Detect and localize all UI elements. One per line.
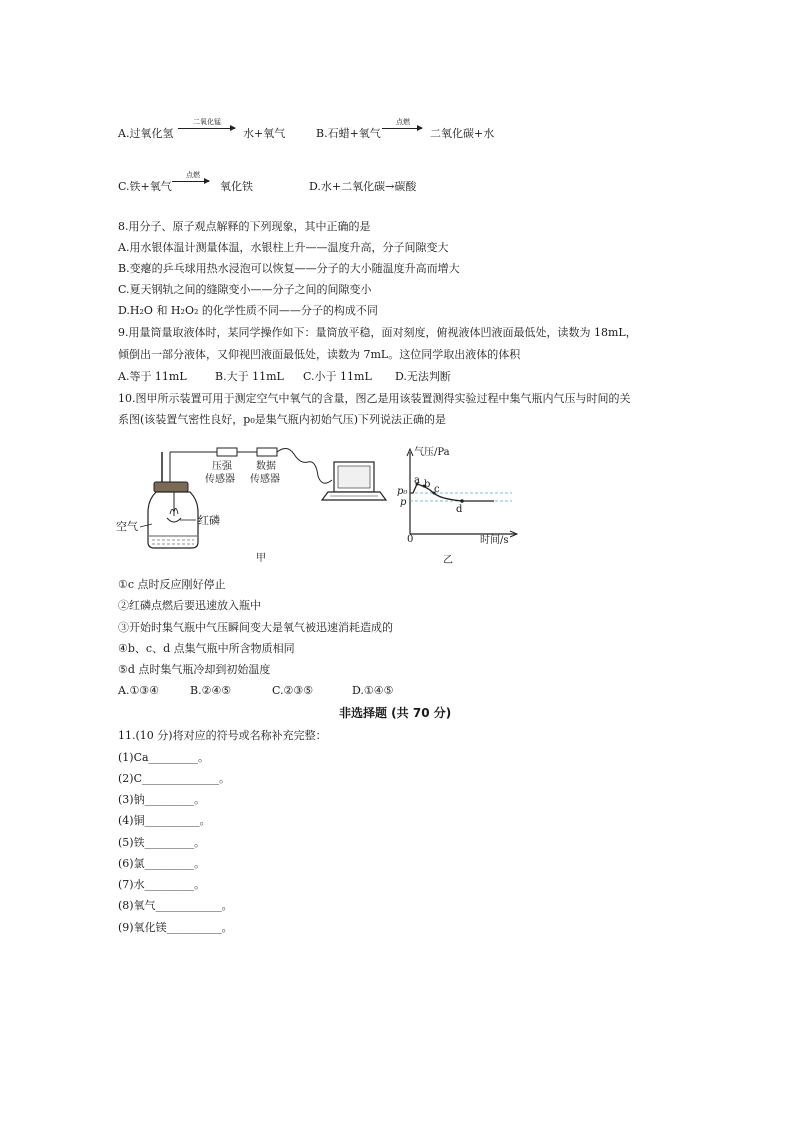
q10-option-b: B.②④⑤ [190,684,232,697]
q10-statement-2: ②红磷点燃后要迅速放入瓶中 [118,599,261,612]
q7-option-c-left: C.铁+氧气 [118,180,172,193]
q7-option-c-arrow [172,181,209,182]
fig-jia-sensor1-label2: 传感器 [205,474,235,485]
fig-jia-air-label: 空气 [116,520,138,533]
fig-yi-caption: 乙 [443,555,453,566]
q7-option-c-right: 氧化铁 [220,180,253,193]
q9-line1: 9.用量筒量取液体时，某同学操作如下：量筒放平稳，面对刻度，俯视液体凹液面最低处，读数为 18mL， [118,326,637,339]
fig-yi-point-a-label: a [414,475,420,486]
q7-option-b-condition: 点燃 [396,118,410,126]
q10-statement-5: ⑤d 点时集气瓶冷却到初始温度 [118,663,271,676]
fig-jia-sensor2-label2: 传感器 [250,474,280,485]
q7-option-d: D.水+二氧化碳→碳酸 [309,180,417,193]
section-title: 非选择题 (共 70 分) [339,706,452,720]
q11-item: (3)钠_________。 [118,793,206,806]
data-sensor-icon [257,448,277,456]
q8-stem: 8.用分子、原子观点解释的下列现象，其中正确的是 [118,220,371,233]
q10-statement-4: ④b、c、d 点集气瓶中所含物质相同 [118,642,295,655]
fig-yi-origin: 0 [407,534,414,545]
q7-option-a-condition: 二氧化锰 [193,118,221,126]
q11-item: (8)氧气____________。 [118,899,233,912]
cable-icon [277,448,332,483]
q8-option-c: C.夏天钢轨之间的缝隙变小——分子之间的间隙变小 [118,283,372,296]
fig-jia-caption: 甲 [256,553,266,564]
q10-line2: 系图(该装置气密性良好，p₀是集气瓶内初始气压)下列说法正确的是 [118,413,447,426]
q7-option-b-arrow [382,128,422,129]
q10-statement-1: ①c 点时反应刚好停止 [118,578,226,591]
stopper-icon [154,482,188,492]
q9-option-d: D.无法判断 [395,370,451,383]
figure-jia-apparatus [112,440,392,570]
fig-yi-point-b-label: b [424,479,431,490]
q11-item: (6)氯_________。 [118,857,206,870]
fig-jia-sensor1-label1: 压强 [212,461,232,472]
q7-option-c-condition: 点燃 [186,171,200,179]
fig-yi-xlabel: 时间/s [480,535,509,546]
q8-option-d: D.H₂O 和 H₂O₂ 的化学性质不同——分子的构成不同 [118,304,378,317]
q10-option-a: A.①③④ [118,684,160,697]
q7-option-a-left: A.过氧化氢 [118,127,174,140]
fig-yi-point-d-label: d [456,504,463,515]
q9-option-a: A.等于 11mL [118,370,187,383]
q11-item: (5)铁_________。 [118,836,206,849]
q11-item: (9)氧化镁__________。 [118,921,233,934]
q10-option-c: C.②③⑤ [272,684,314,697]
q7-option-a-right: 水+氧气 [243,127,286,140]
q11-stem: 11.(10 分)将对应的符号或名称补充完整： [118,729,327,742]
q10-option-d: D.①④⑤ [352,684,394,697]
q9-option-b: B.大于 11mL [215,370,284,383]
q11-item: (2)C______________。 [118,772,230,785]
q9-option-c: C.小于 11mL [303,370,372,383]
fig-yi-point-c-label: c [434,484,440,495]
fig-yi-ylabel: 气压/Pa [414,447,450,458]
q7-option-a-arrow [178,128,235,129]
pressure-curve [410,484,494,501]
q11-item: (1)Ca_________。 [118,751,210,764]
q9-line2: 倾倒出一部分液体，又仰视凹液面最低处，读数为 7mL。这位同学取出液体的体积 [118,348,521,361]
pressure-sensor-icon [217,448,237,456]
fig-jia-sensor2-label1: 数据 [256,461,276,472]
q8-option-a: A.用水银体温计测量体温，水银柱上升——温度升高，分子间隙变大 [118,241,449,254]
q7-option-b-left: B.石蜡+氧气 [316,127,381,140]
q7-option-b-right: 二氧化碳+水 [430,127,495,140]
fig-yi-p-label: p [400,497,407,508]
q11-item: (4)铜__________。 [118,814,211,827]
q11-item: (7)水_________。 [118,878,206,891]
fig-jia-phosphorus-label: 红磷 [198,514,220,527]
fig-yi-p0-label: p₀ [397,486,408,497]
q8-option-b: B.变瘪的乒乓球用热水浸泡可以恢复——分子的大小随温度升高而增大 [118,262,460,275]
q10-line1: 10.图甲所示装置可用于测定空气中氧气的含量，图乙是用该装置测得实验过程中集气瓶内气压与时间的关 [118,392,631,405]
q10-statement-3: ③开始时集气瓶中气压瞬间变大是氧气被迅速消耗造成的 [118,621,393,634]
